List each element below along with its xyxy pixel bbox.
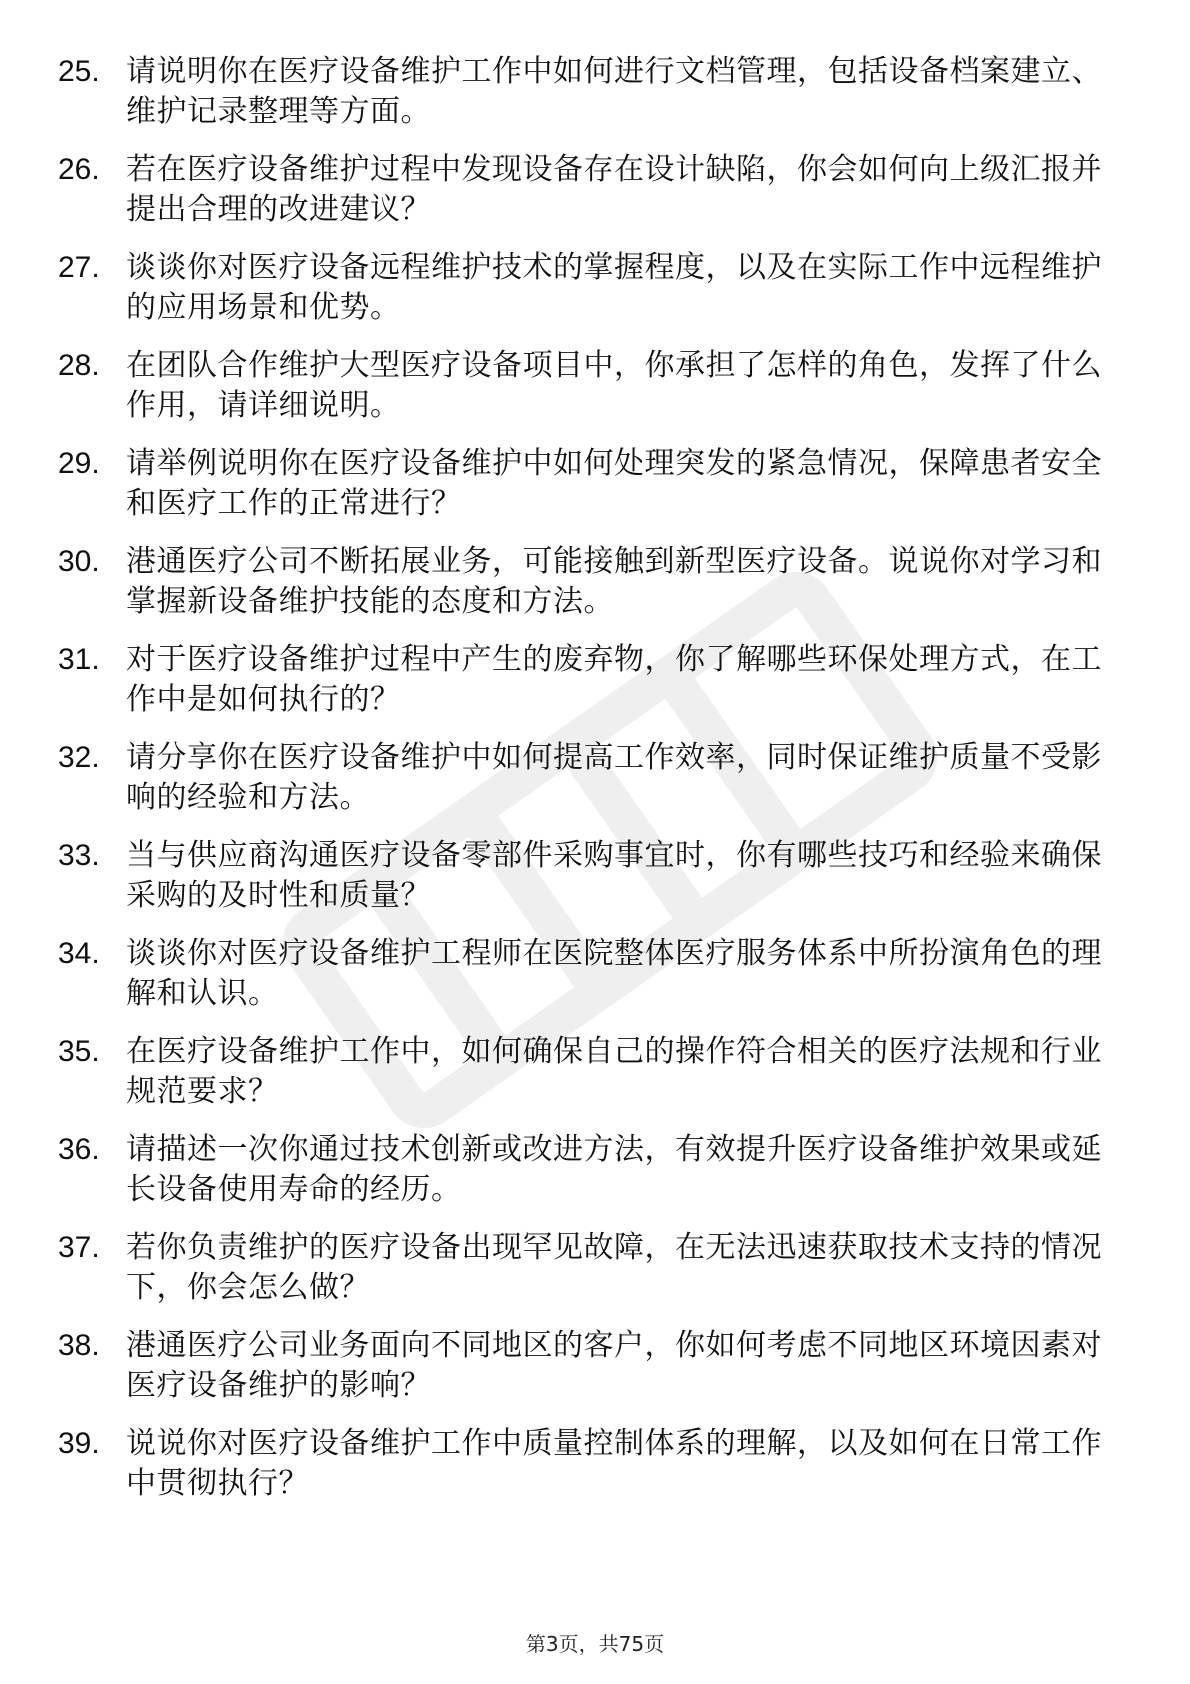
question-number: 33. bbox=[58, 839, 100, 872]
question-text: 请描述一次你通过技术创新或改进方法，有效提升医疗设备维护效果或延长设备使用寿命的经历。 bbox=[126, 1132, 1102, 1207]
question-text: 在医疗设备维护工作中，如何确保自己的操作符合相关的医疗法规和行业规范要求？ bbox=[126, 1034, 1102, 1109]
question-number: 39. bbox=[58, 1427, 100, 1460]
question-item bbox=[58, 248, 1118, 330]
question-text: 谈谈你对医疗设备维护工程师在医院整体医疗服务体系中所扮演角色的理解和认识。 bbox=[126, 936, 1102, 1011]
question-item bbox=[58, 934, 1118, 1016]
question-text: 说说你对医疗设备维护工作中质量控制体系的理解，以及如何在日常工作中贯彻执行？ bbox=[126, 1426, 1102, 1501]
question-text: 在团队合作维护大型医疗设备项目中，你承担了怎样的角色，发挥了什么作用，请详细说明。 bbox=[126, 348, 1102, 423]
question-text: 请说明你在医疗设备维护工作中如何进行文档管理，包括设备档案建立、维护记录整理等方面。 bbox=[126, 54, 1102, 129]
question-text: 对于医疗设备维护过程中产生的废弃物，你了解哪些环保处理方式，在工作中是如何执行的？ bbox=[126, 642, 1102, 717]
question-number: 34. bbox=[58, 937, 100, 970]
question-item bbox=[58, 1326, 1118, 1408]
question-text: 请举例说明你在医疗设备维护中如何处理突发的紧急情况，保障患者安全和医疗工作的正常进行？ bbox=[126, 446, 1102, 521]
question-number: 28. bbox=[58, 349, 100, 382]
question-item bbox=[58, 150, 1118, 232]
question-number: 31. bbox=[58, 643, 100, 676]
question-text: 港通医疗公司业务面向不同地区的客户，你如何考虑不同地区环境因素对医疗设备维护的影响？ bbox=[126, 1328, 1102, 1403]
question-item bbox=[58, 836, 1118, 918]
question-item bbox=[58, 346, 1118, 428]
question-item bbox=[58, 542, 1118, 624]
question-text: 港通医疗公司不断拓展业务，可能接触到新型医疗设备。说说你对学习和掌握新设备维护技能的态度和方法。 bbox=[126, 544, 1102, 619]
page-number-label: 第3页，共75页 bbox=[525, 1632, 665, 1656]
question-number: 29. bbox=[58, 447, 100, 480]
question-number: 26. bbox=[58, 153, 100, 186]
question-item bbox=[58, 52, 1118, 134]
question-text: 当与供应商沟通医疗设备零部件采购事宜时，你有哪些技巧和经验来确保采购的及时性和质量？ bbox=[126, 838, 1102, 913]
question-item bbox=[58, 738, 1118, 820]
question-number: 36. bbox=[58, 1133, 100, 1166]
question-item bbox=[58, 444, 1118, 526]
question-item bbox=[58, 1130, 1118, 1212]
question-number: 35. bbox=[58, 1035, 100, 1068]
question-item bbox=[58, 1228, 1118, 1310]
question-number: 27. bbox=[58, 251, 100, 284]
question-number: 32. bbox=[58, 741, 100, 774]
question-item bbox=[58, 1032, 1118, 1114]
question-number: 38. bbox=[58, 1329, 100, 1362]
question-text: 请分享你在医疗设备维护中如何提高工作效率，同时保证维护质量不受影响的经验和方法。 bbox=[126, 740, 1102, 815]
question-number: 30. bbox=[58, 545, 100, 578]
question-text: 谈谈你对医疗设备远程维护技术的掌握程度，以及在实际工作中远程维护的应用场景和优势。 bbox=[126, 250, 1102, 325]
page-footer bbox=[0, 1632, 1190, 1656]
question-item bbox=[58, 640, 1118, 722]
question-number: 37. bbox=[58, 1231, 100, 1264]
question-list bbox=[58, 52, 1118, 1522]
question-text: 若你负责维护的医疗设备出现罕见故障，在无法迅速获取技术支持的情况下，你会怎么做？ bbox=[126, 1230, 1102, 1305]
question-text: 若在医疗设备维护过程中发现设备存在设计缺陷，你会如何向上级汇报并提出合理的改进建议？ bbox=[126, 152, 1102, 227]
question-number: 25. bbox=[58, 55, 100, 88]
question-item bbox=[58, 1424, 1118, 1506]
